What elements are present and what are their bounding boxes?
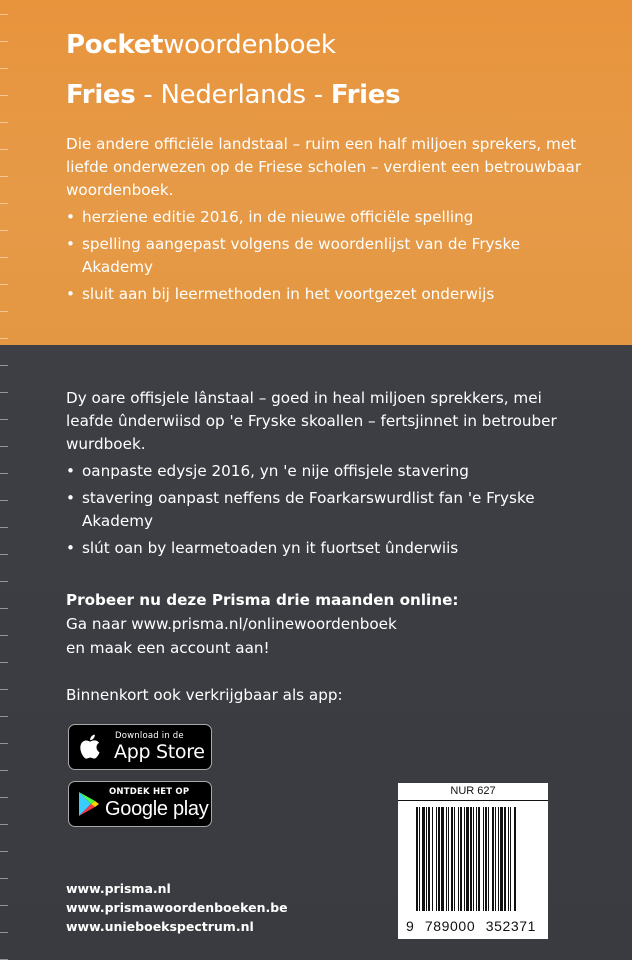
barcode-bar: [426, 807, 427, 911]
edge-tick: [0, 338, 8, 339]
edge-tick: [0, 122, 8, 123]
edge-tick: [0, 176, 8, 177]
edge-tick: [0, 554, 8, 555]
barcode-bar: [436, 807, 437, 911]
barcode-bar: [514, 807, 516, 911]
dutch-bullet: • herziene editie 2016, in de nieuwe officiële spelling: [66, 206, 586, 229]
barcode-bar: [448, 807, 449, 911]
publisher-urls: [66, 879, 288, 936]
sep-1: -: [135, 80, 161, 110]
edge-tick: [0, 311, 8, 312]
edge-tick: [0, 365, 8, 366]
edge-tick: [0, 608, 8, 609]
barcode-bar: [478, 807, 480, 911]
edge-tick: [0, 473, 8, 474]
edge-tick: [0, 878, 8, 879]
book-subtitle: [66, 80, 400, 110]
left-edge-ticks: [0, 0, 10, 960]
frisian-bullet: • oanpaste edysje 2016, yn 'e nije offisjele stavering: [66, 460, 586, 483]
dutch-bullet: • spelling aangepast volgens de woordenlijst van de Fryske Akademy: [66, 233, 586, 279]
edge-tick: [0, 500, 8, 501]
edge-tick: [0, 743, 8, 744]
edge-tick: [0, 689, 8, 690]
barcode-bar: [422, 807, 425, 911]
barcode-bar: [419, 807, 420, 911]
barcode-bar: [500, 807, 503, 911]
barcode-box: [398, 783, 548, 939]
googleplay-big-label: Google play: [105, 798, 209, 820]
edge-tick: [0, 41, 8, 42]
barcode-bar: [510, 807, 511, 911]
edge-tick: [0, 149, 8, 150]
sep-2: -: [305, 80, 331, 110]
app-store-badge[interactable]: [68, 724, 212, 770]
barcode-bars: [416, 807, 538, 923]
edge-tick: [0, 257, 8, 258]
barcode-bar: [432, 807, 433, 911]
edge-tick: [0, 419, 8, 420]
barcode-bar: [508, 807, 509, 911]
edge-tick: [0, 230, 8, 231]
promo-headline: Probeer nu deze Prisma drie maanden online:: [66, 591, 459, 609]
edge-tick: [0, 284, 8, 285]
edge-tick: [0, 851, 8, 852]
edge-tick: [0, 824, 8, 825]
nur-code: NUR 627: [398, 783, 548, 801]
barcode-bar: [428, 807, 430, 911]
barcode-bar: [473, 807, 474, 911]
isbn-group-1: 789000: [424, 918, 476, 934]
url-prismawoordenboeken: www.prismawoordenboeken.be: [66, 900, 288, 915]
googleplay-small-label: ONTDEK HET OP: [109, 787, 190, 797]
title-bold: Pocket: [66, 30, 164, 60]
edge-tick: [0, 662, 8, 663]
barcode-bar: [488, 807, 489, 911]
edge-tick: [0, 635, 8, 636]
barcode-bar: [464, 807, 465, 911]
lang-1: Fries: [66, 80, 136, 110]
dutch-bullets: [66, 206, 586, 310]
app-soon-text: Binnenkort ook verkrijgbaar als app:: [66, 686, 343, 704]
apple-icon: [79, 733, 101, 760]
promo-line-1: Ga naar www.prisma.nl/onlinewoordenboek: [66, 615, 397, 633]
edge-tick: [0, 392, 8, 393]
barcode-bar: [460, 807, 462, 911]
barcode-bar: [504, 807, 506, 911]
isbn-group-2: 352371: [485, 918, 537, 934]
isbn-number: [406, 918, 546, 934]
barcode-bar: [458, 807, 459, 911]
barcode-bar: [454, 807, 455, 911]
edge-tick: [0, 905, 8, 906]
barcode-bar: [483, 807, 484, 911]
appstore-big-label: App Store: [114, 741, 205, 763]
edge-tick: [0, 797, 8, 798]
online-promo: [66, 588, 586, 660]
barcode-bar: [438, 807, 440, 911]
barcode-bar: [466, 807, 469, 911]
frisian-intro: Dy oare offisjele lânstaal – goed in heal miljoen sprekkers, mei leafde ûnderwiisd op 'e Fryske skoallen – fertsjinnet in betrouber wurdboek.: [66, 389, 557, 453]
barcode-bar: [446, 807, 447, 911]
frisian-bullet: • stavering oanpast neffens de Foarkarswurdlist fan 'e Fryske Akademy: [66, 487, 586, 533]
google-play-icon: [78, 791, 100, 817]
url-unieboekspectrum: www.unieboekspectrum.nl: [66, 919, 254, 934]
barcode-bar: [498, 807, 499, 911]
barcode-bar: [476, 807, 477, 911]
barcode-bar: [485, 807, 487, 911]
barcode-bar: [416, 807, 418, 911]
promo-line-2: en maak een account aan!: [66, 639, 270, 657]
edge-tick: [0, 581, 8, 582]
lang-3: Fries: [330, 80, 401, 110]
edge-tick: [0, 14, 8, 15]
edge-tick: [0, 770, 8, 771]
url-prisma: www.prisma.nl: [66, 881, 171, 896]
google-play-badge[interactable]: [68, 781, 212, 827]
edge-tick: [0, 446, 8, 447]
frisian-bullets: [66, 460, 586, 564]
barcode-bar: [451, 807, 453, 911]
isbn-lead: 9: [406, 918, 415, 934]
lang-2: Nederlands: [160, 80, 306, 110]
title-light: woordenboek: [163, 30, 336, 60]
edge-tick: [0, 68, 8, 69]
dutch-bullet: • sluit aan bij leermethoden in het voortgezet onderwijs: [66, 283, 586, 306]
edge-tick: [0, 203, 8, 204]
appstore-small-label: Download in de: [115, 731, 184, 741]
edge-tick: [0, 716, 8, 717]
edge-tick: [0, 932, 8, 933]
barcode-bar: [495, 807, 496, 911]
barcode-bar: [492, 807, 494, 911]
dutch-intro: Die andere officiële landstaal – ruim een half miljoen sprekers, met liefde onderwezen op de Friese scholen – verdient een betrouwbaar woordenboek.: [66, 135, 582, 199]
barcode-bar: [441, 807, 444, 911]
edge-tick: [0, 527, 8, 528]
book-title: [66, 30, 336, 60]
edge-tick: [0, 95, 8, 96]
barcode-bar: [470, 807, 472, 911]
frisian-bullet: • slút oan by learmetoaden yn it fuortset ûnderwiis: [66, 537, 586, 560]
